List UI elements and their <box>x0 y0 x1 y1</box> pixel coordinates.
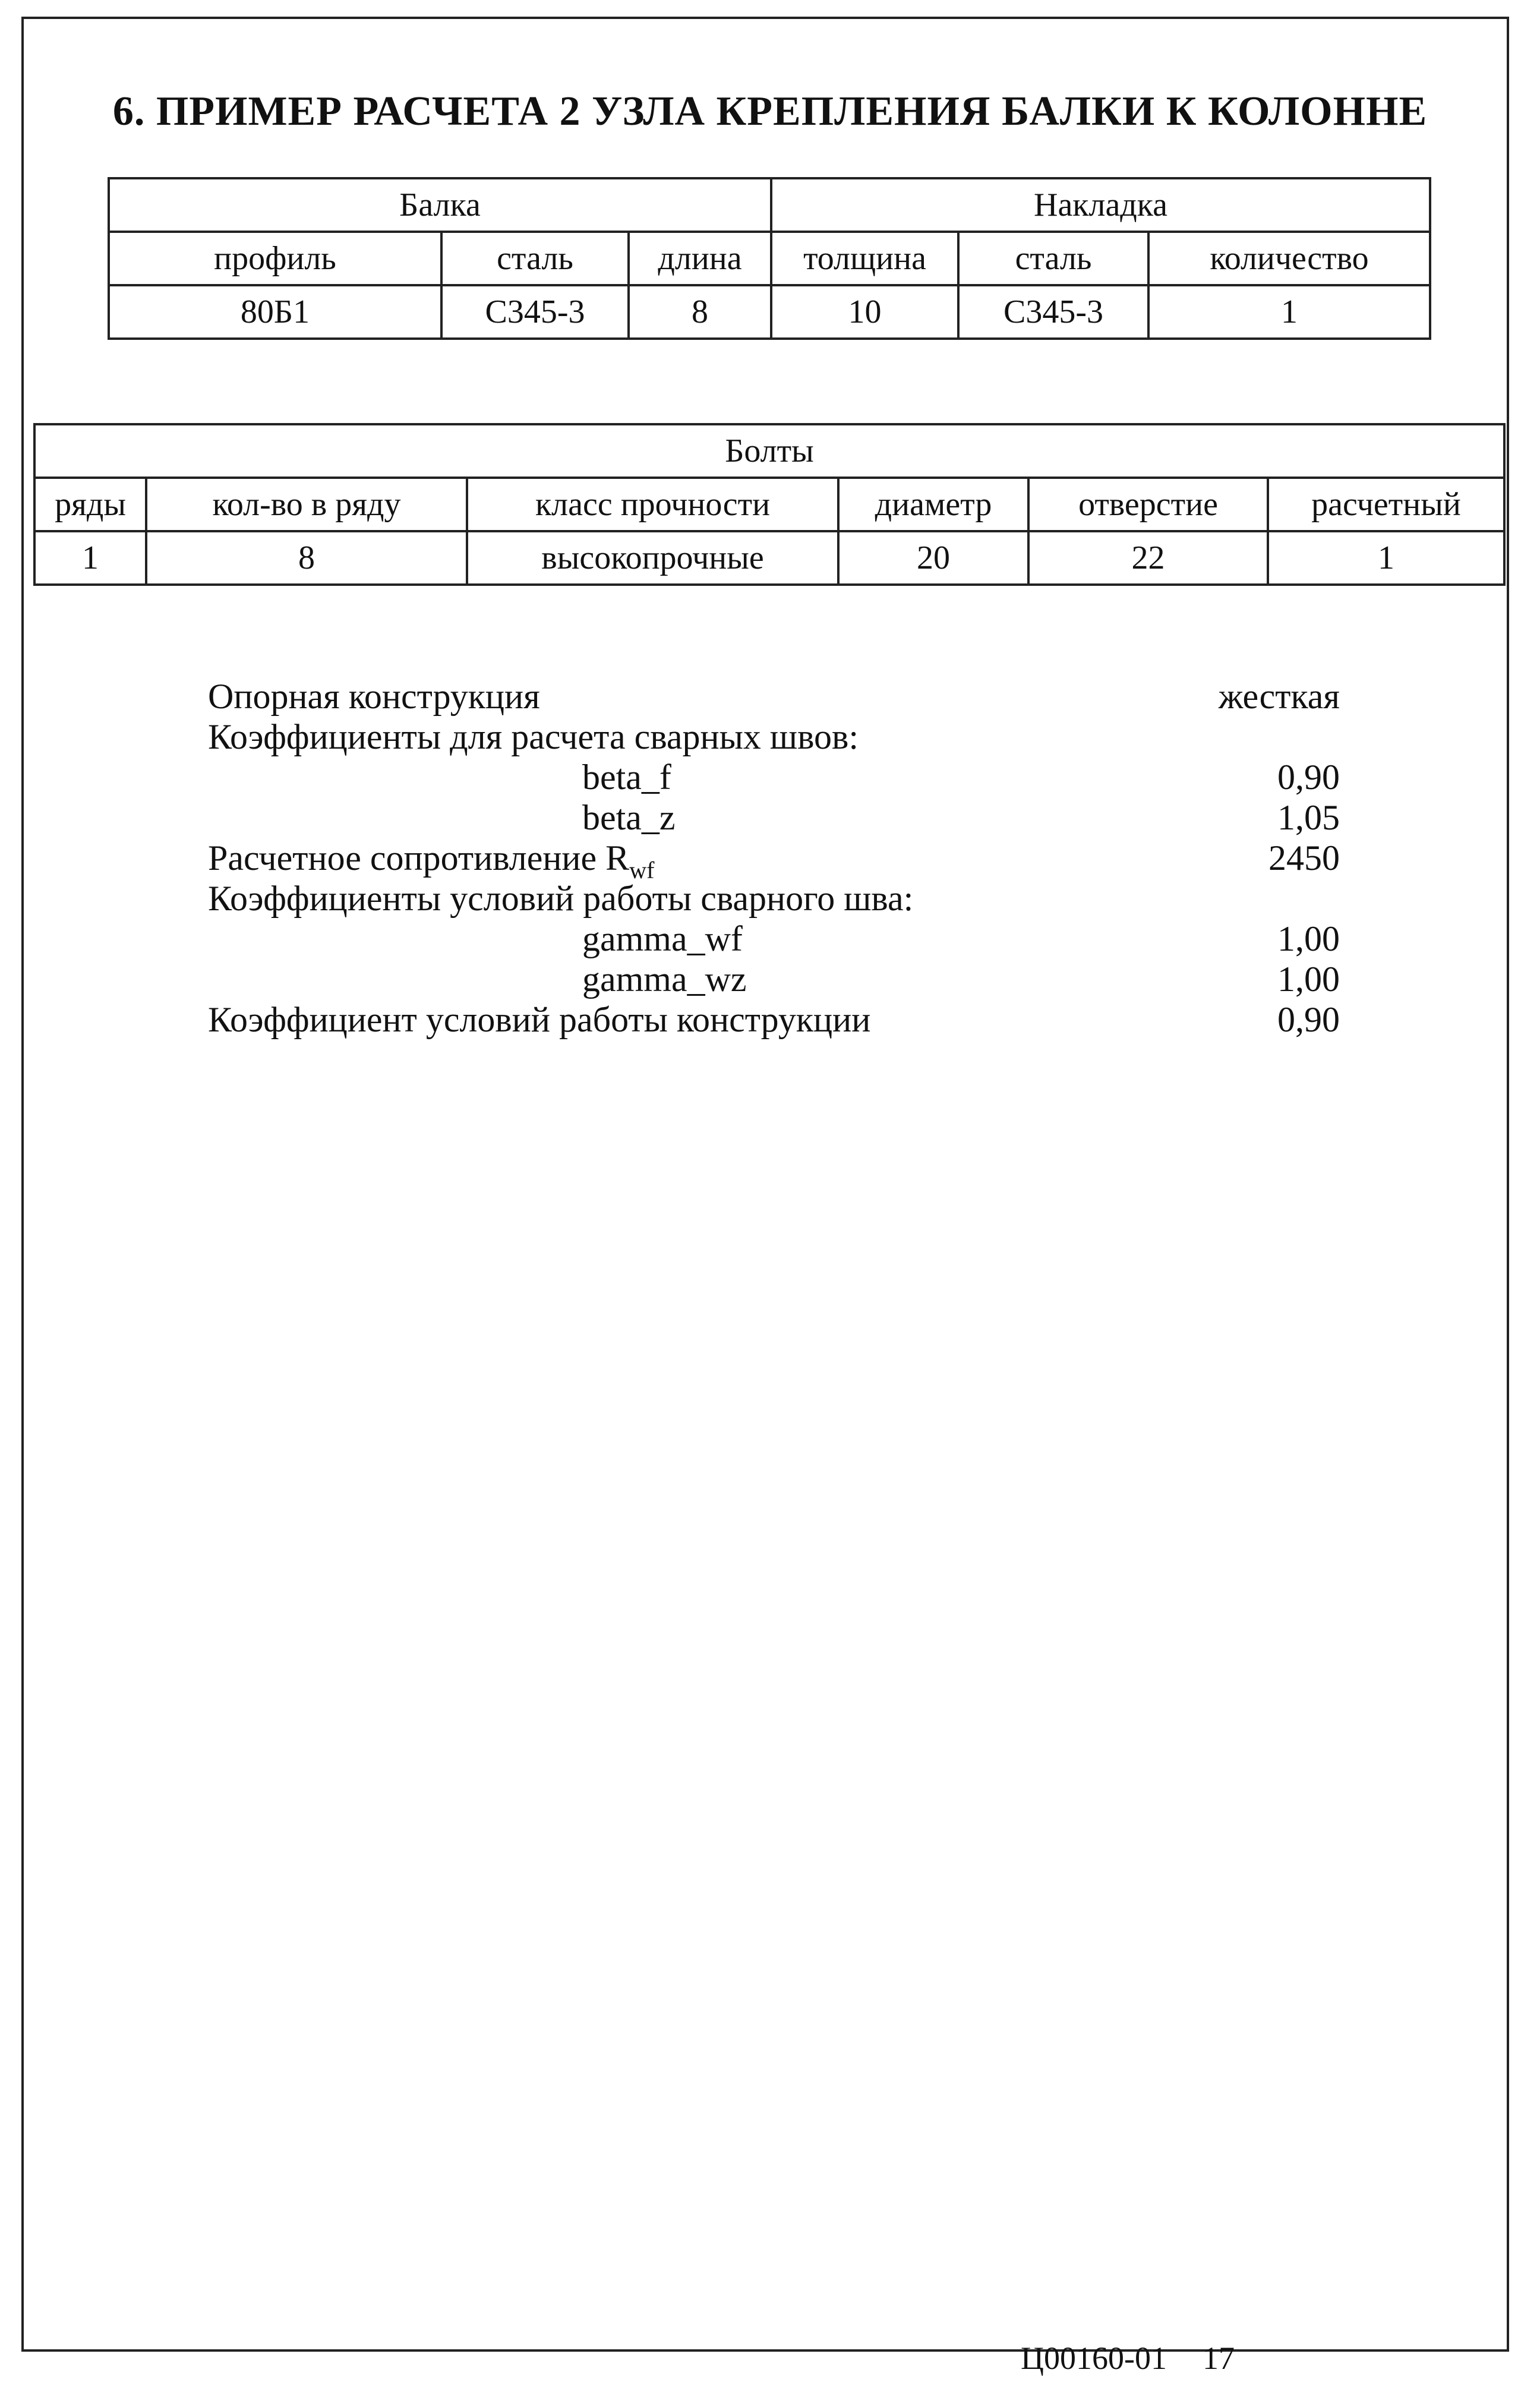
plate-group-header: Накладка <box>771 178 1430 232</box>
page-title: 6. ПРИМЕР РАСЧЕТА 2 УЗЛА КРЕПЛЕНИЯ БАЛКИ К КОЛОННЕ <box>112 89 1428 134</box>
beta-z-label: beta_z <box>582 798 676 837</box>
weld-coef-heading: Коэффициенты для расчета сварных швов: <box>208 717 859 756</box>
col-profile-header: профиль <box>109 232 441 285</box>
col-per-row-header: кол-во в ряду <box>146 478 467 531</box>
beta-f-label: beta_f <box>582 758 671 797</box>
profile-value: 80Б1 <box>109 285 441 339</box>
gamma-wz-value: 1,00 <box>1277 960 1340 999</box>
param-support <box>208 676 1340 717</box>
parameters-list <box>208 676 1340 1040</box>
gamma-wf-label: gamma_wf <box>582 919 743 958</box>
param-gamma-wz <box>208 959 1340 999</box>
col-diameter-header: диаметр <box>838 478 1028 531</box>
length-value: 8 <box>629 285 771 339</box>
page-frame <box>21 17 1509 2352</box>
param-beta-f <box>208 757 1340 797</box>
struct-coef-label: Коэффициент условий работы конструкции <box>208 1000 871 1039</box>
weld-cond-heading: Коэффициенты условий работы сварного шва: <box>208 879 914 918</box>
per-row-value: 8 <box>146 531 467 585</box>
resistance-value: 2450 <box>1268 838 1340 878</box>
strength-class-value: высокопрочные <box>467 531 838 585</box>
support-value: жесткая <box>1218 677 1340 716</box>
param-struct-coef <box>208 999 1340 1040</box>
beam-steel-value: С345-3 <box>441 285 629 339</box>
col-rows-header: ряды <box>34 478 146 531</box>
bolt-table <box>33 423 1506 586</box>
page-number: 17 <box>1202 2340 1235 2376</box>
col-beam-steel-header: сталь <box>441 232 629 285</box>
page-footer <box>1021 2340 1270 2377</box>
col-hole-header: отверстие <box>1028 478 1268 531</box>
resistance-label-wrap <box>208 838 655 884</box>
beta-f-value: 0,90 <box>1277 758 1340 797</box>
rows-value: 1 <box>34 531 146 585</box>
bolts-group-header: Болты <box>34 424 1504 478</box>
thickness-value: 10 <box>771 285 958 339</box>
gamma-wz-label: gamma_wz <box>582 960 747 999</box>
col-quantity-header: количество <box>1148 232 1430 285</box>
param-resistance <box>208 838 1340 884</box>
diameter-value: 20 <box>838 531 1028 585</box>
plate-steel-value: С345-3 <box>958 285 1148 339</box>
beam-table <box>108 177 1431 340</box>
resistance-label: Расчетное сопротивление R <box>208 838 630 878</box>
design-value: 1 <box>1268 531 1504 585</box>
col-thickness-header: толщина <box>771 232 958 285</box>
col-design-header: расчетный <box>1268 478 1504 531</box>
doc-code: Ц00160-01 <box>1021 2340 1167 2376</box>
param-gamma-wf <box>208 919 1340 959</box>
param-weld-heading <box>208 717 1340 757</box>
hole-value: 22 <box>1028 531 1268 585</box>
beam-group-header: Балка <box>109 178 771 232</box>
support-label: Опорная конструкция <box>208 677 540 716</box>
param-weld-cond-heading <box>208 878 1340 919</box>
col-strength-class-header: класс прочности <box>467 478 838 531</box>
beta-z-value: 1,05 <box>1277 798 1340 837</box>
param-beta-z <box>208 797 1340 838</box>
gamma-wf-value: 1,00 <box>1277 919 1340 958</box>
resistance-subscript: wf <box>629 857 655 884</box>
quantity-value: 1 <box>1148 285 1430 339</box>
col-plate-steel-header: сталь <box>958 232 1148 285</box>
struct-coef-value: 0,90 <box>1277 1000 1340 1039</box>
col-length-header: длина <box>629 232 771 285</box>
